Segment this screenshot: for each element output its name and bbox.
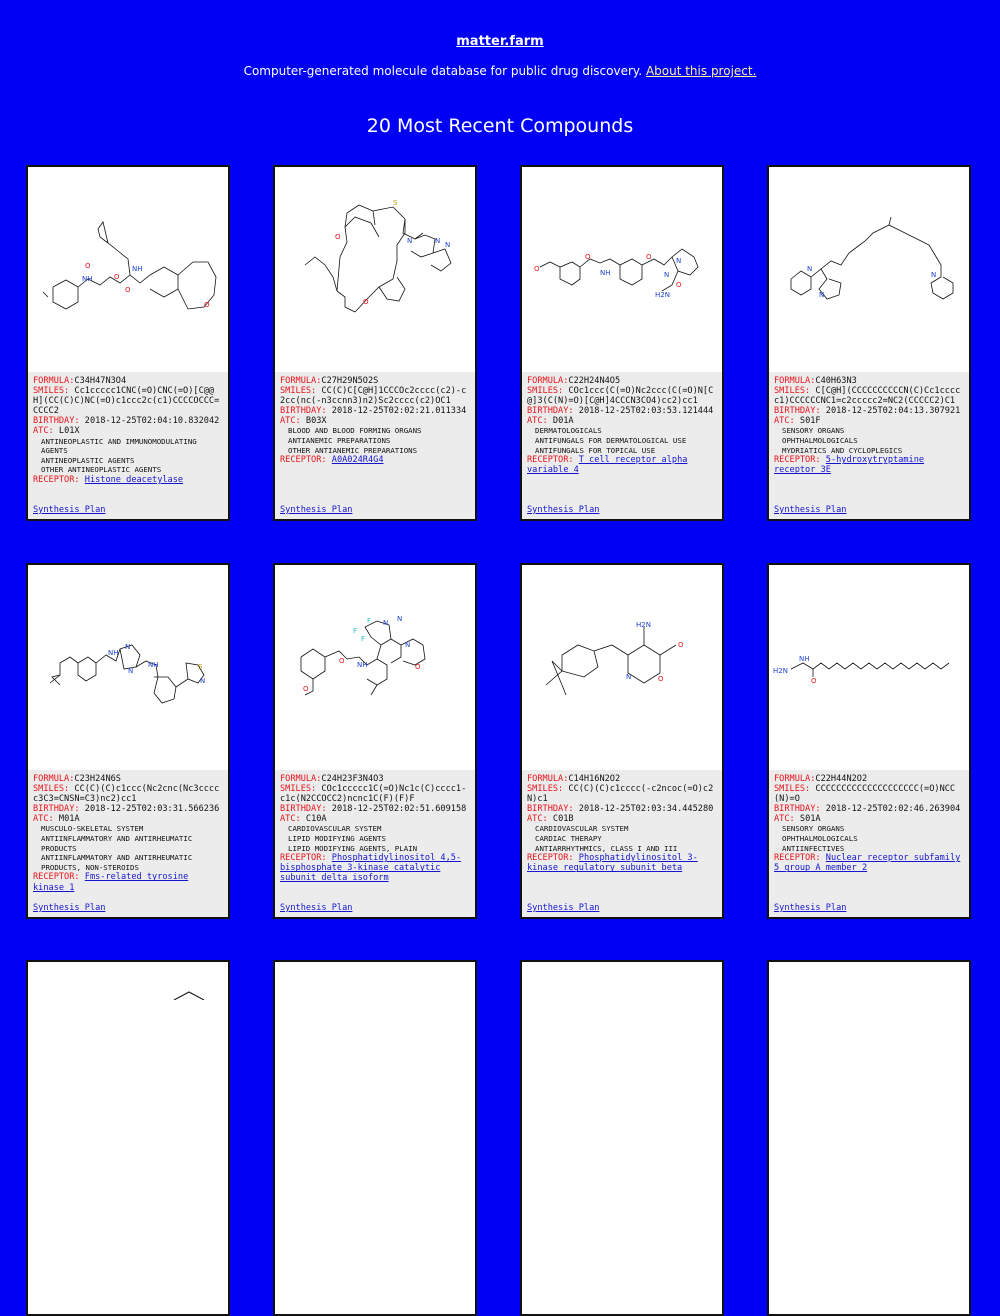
atom-label: N xyxy=(626,673,632,681)
atom-label: O xyxy=(646,253,652,261)
atc-list xyxy=(280,426,470,455)
atom-label: H2N xyxy=(655,291,670,299)
about-project-link[interactable]: About this project. xyxy=(645,64,757,78)
atc-label: ATC: xyxy=(280,814,301,825)
birthday-value: 2018-12-25T02:02:51.609158 xyxy=(331,804,467,815)
atom-label: O xyxy=(678,641,684,649)
molecule-structure xyxy=(769,167,969,372)
atom-label: O xyxy=(303,685,309,693)
atom-label: NH xyxy=(132,265,143,273)
atc-item: ANTIFUNGALS FOR DERMATOLOGICAL USE xyxy=(535,436,687,446)
formula-label: FORMULA: xyxy=(280,774,322,784)
atom-label: F xyxy=(367,617,372,625)
receptor-link[interactable]: Histone deacetylase xyxy=(84,474,184,485)
smiles-value: COc1ccccc1C(=O)Nc1c(C)cccc1-c1c(N2CCOCC2)ncnc1C(F)(F)F xyxy=(280,784,467,805)
atc-item: ANTIANEMIC PREPARATIONS xyxy=(288,436,391,446)
synthesis-plan-link[interactable]: Synthesis Plan xyxy=(280,505,353,515)
receptor-label: RECEPTOR: xyxy=(527,455,574,466)
receptor-link[interactable]: Phosphatidylinositol 3-kinase regulatory subunit beta xyxy=(527,853,698,874)
molecule-structure xyxy=(28,167,228,372)
compound-card xyxy=(520,563,724,919)
molecule-structure xyxy=(769,565,969,770)
atom-label: N xyxy=(397,615,403,623)
atom-label: O xyxy=(415,663,421,671)
receptor-label: RECEPTOR: xyxy=(774,455,821,466)
site-title xyxy=(0,34,1000,49)
atc-label: ATC: xyxy=(527,416,548,427)
smiles-value: CC(C)(C)c1ccc(Nc2cnc(Nc3ccccc3C3=CNSN=C3)nc2)cc1 xyxy=(33,784,220,805)
smiles-label: SMILES: xyxy=(527,784,564,795)
formula-value: C22H24N4O5 xyxy=(568,376,621,386)
atc-item: MYDRIATICS AND CYCLOPLEGICS xyxy=(782,445,903,455)
compound-info xyxy=(275,770,475,917)
birthday-label: BIRTHDAY: xyxy=(527,406,574,417)
atom-label: H2N xyxy=(636,621,651,629)
compound-card xyxy=(273,563,477,919)
atom-label: N xyxy=(383,619,389,627)
compound-card-partial xyxy=(273,960,477,1316)
compound-card xyxy=(273,165,477,521)
synthesis-plan-link[interactable]: Synthesis Plan xyxy=(774,903,847,913)
atom-label: N xyxy=(664,271,670,279)
site-title-link[interactable]: matter.farm xyxy=(456,34,544,49)
atc-list xyxy=(527,426,717,455)
atc-list xyxy=(33,437,223,475)
atom-label: O xyxy=(339,657,345,665)
smiles-value: CC(C)C[C@H]1CCCOc2cccc(c2)-c2cc(nc(-n3ccnn3)n2)Sc2cccc(c2)OC1 xyxy=(280,386,467,407)
atom-label: N xyxy=(931,271,937,279)
atc-code: C10A xyxy=(305,814,327,825)
smiles-label: SMILES: xyxy=(280,784,317,795)
formula-value: C24H23F3N4O3 xyxy=(321,774,384,784)
smiles-label: SMILES: xyxy=(280,386,317,397)
formula-value: C22H44N2O2 xyxy=(815,774,868,784)
birthday-label: BIRTHDAY: xyxy=(280,804,327,815)
birthday-label: BIRTHDAY: xyxy=(33,416,80,427)
compound-info xyxy=(275,372,475,519)
atom-label: O xyxy=(363,298,369,306)
tagline-text: Computer-generated molecule database for public drug discovery. xyxy=(243,64,643,78)
atc-item: DERMATOLOGICALS xyxy=(535,426,602,436)
birthday-value: 2018-12-25T02:04:13.307921 xyxy=(825,406,961,417)
atc-item: MUSCULO-SKELETAL SYSTEM xyxy=(41,824,144,834)
atom-label: S xyxy=(393,199,398,207)
atc-item: LIPID MODIFYING AGENTS xyxy=(288,834,386,844)
atom-label: N xyxy=(676,257,682,265)
compound-card-partial xyxy=(767,960,971,1316)
atom-label: N xyxy=(435,237,441,245)
atc-label: ATC: xyxy=(33,426,54,437)
atc-code: S01A xyxy=(799,814,821,825)
synthesis-plan-link[interactable]: Synthesis Plan xyxy=(33,505,106,515)
atom-label: N xyxy=(405,641,411,649)
atom-label: NH xyxy=(600,269,611,277)
receptor-link[interactable]: Fms-related tyrosine kinase 1 xyxy=(33,872,189,893)
atc-code: M01A xyxy=(58,814,80,825)
atom-label: N xyxy=(200,677,206,685)
atom-label: N xyxy=(445,241,451,249)
compound-info xyxy=(28,372,228,519)
atc-list xyxy=(774,426,964,455)
atc-item: SENSORY ORGANS xyxy=(782,426,845,436)
atc-item: SENSORY ORGANS xyxy=(782,824,845,834)
atc-list xyxy=(527,824,717,853)
molecule-structure xyxy=(522,565,722,770)
atom-label: N xyxy=(807,265,813,273)
atc-item: CARDIAC THERAPY xyxy=(535,834,602,844)
receptor-link[interactable]: A0A024R4G4 xyxy=(331,455,384,466)
atom-label: O xyxy=(85,262,91,270)
synthesis-plan-link[interactable]: Synthesis Plan xyxy=(527,903,600,913)
formula-label: FORMULA: xyxy=(280,376,322,386)
compound-card xyxy=(26,165,230,521)
atc-item: LIPID MODIFYING AGENTS, PLAIN xyxy=(288,843,418,853)
receptor-link[interactable]: T cell receptor alpha variable 4 xyxy=(527,455,688,476)
compound-card xyxy=(520,165,724,521)
receptor-label: RECEPTOR: xyxy=(774,853,821,864)
molecule-structure xyxy=(522,167,722,372)
formula-value: C23H24N6S xyxy=(74,774,121,784)
atom-label: NH xyxy=(799,655,810,663)
molecule-structure xyxy=(275,167,475,372)
atc-item: OTHER ANTINEOPLASTIC AGENTS xyxy=(41,465,162,475)
atom-label: O xyxy=(125,286,131,294)
birthday-label: BIRTHDAY: xyxy=(527,804,574,815)
receptor-label: RECEPTOR: xyxy=(527,853,574,864)
atom-label: N xyxy=(125,643,131,651)
formula-label: FORMULA: xyxy=(527,376,569,386)
atom-label: O xyxy=(811,677,817,685)
atc-label: ATC: xyxy=(280,416,301,427)
formula-label: FORMULA: xyxy=(774,376,816,386)
atom-label: O xyxy=(585,253,591,261)
atc-item: OPHTHALMOLOGICALS xyxy=(782,436,858,446)
compound-info xyxy=(769,372,969,519)
smiles-value: C[C@H](CCCCCCCCCCN(C)Cc1ccccc1)CCCCCCNC1=c2ccccc2=NC2(CCCCC2)C1 xyxy=(774,386,961,407)
formula-label: FORMULA: xyxy=(33,774,75,784)
smiles-label: SMILES: xyxy=(774,386,811,397)
molecule-structure xyxy=(28,565,228,770)
atc-label: ATC: xyxy=(774,814,795,825)
atc-item: ANTIFUNGALS FOR TOPICAL USE xyxy=(535,445,656,455)
birthday-value: 2018-12-25T02:02:21.011334 xyxy=(331,406,467,417)
atom-label: N xyxy=(819,291,825,299)
atom-label: O xyxy=(534,265,540,273)
atc-item: CARDIOVASCULAR SYSTEM xyxy=(288,824,382,834)
atc-label: ATC: xyxy=(33,814,54,825)
atom-label: NH xyxy=(108,649,119,657)
smiles-label: SMILES: xyxy=(33,784,70,795)
compound-info xyxy=(522,770,722,917)
atom-label: S xyxy=(198,663,203,671)
receptor-label: RECEPTOR: xyxy=(280,455,327,466)
compound-card-partial xyxy=(26,960,230,1316)
atom-label: NH xyxy=(357,661,368,669)
compound-card xyxy=(26,563,230,919)
synthesis-plan-link[interactable]: Synthesis Plan xyxy=(280,903,353,913)
atc-item: ANTIARRHYTHMICS, CLASS I AND III xyxy=(535,843,678,853)
atom-label: N xyxy=(407,237,413,245)
smiles-value: CCCCCCCCCCCCCCCCCCCC(=O)NCC(N)=O xyxy=(774,784,956,805)
atc-label: ATC: xyxy=(774,416,795,427)
formula-label: FORMULA: xyxy=(33,376,75,386)
smiles-value: COc1ccc(C(=O)Nc2ccc(C(=O)N[C@]3(C(N)=O)[C@H]4CCCN3CO4)cc2)cc1 xyxy=(527,386,714,407)
atom-label: NH xyxy=(82,275,93,283)
birthday-value: 2018-12-25T02:03:34.445280 xyxy=(578,804,714,815)
formula-label: FORMULA: xyxy=(774,774,816,784)
atc-item: BLOOD AND BLOOD FORMING ORGANS xyxy=(288,426,422,436)
receptor-link[interactable]: 5-hydroxytryptamine receptor 3E xyxy=(774,455,925,476)
birthday-label: BIRTHDAY: xyxy=(280,406,327,417)
birthday-value: 2018-12-25T02:03:53.121444 xyxy=(578,406,714,417)
smiles-label: SMILES: xyxy=(527,386,564,397)
atc-item: OPHTHALMOLOGICALS xyxy=(782,834,858,844)
molecule-structure-partial xyxy=(26,960,230,1000)
atom-label: NH xyxy=(148,661,159,669)
atom-label: O xyxy=(204,301,210,309)
compound-info xyxy=(522,372,722,519)
atom-label: F xyxy=(353,627,358,635)
page-heading: 20 Most Recent Compounds xyxy=(366,115,634,137)
receptor-label: RECEPTOR: xyxy=(33,474,80,485)
atc-item: ANTIINFLAMMATORY AND ANTIRHEUMATIC PRODUCTS xyxy=(41,834,193,853)
receptor-label: RECEPTOR: xyxy=(280,853,327,864)
receptor-label: RECEPTOR: xyxy=(33,872,80,883)
birthday-label: BIRTHDAY: xyxy=(774,804,821,815)
atc-list xyxy=(33,824,223,872)
smiles-label: SMILES: xyxy=(774,784,811,795)
atom-label: O xyxy=(676,281,682,289)
atom-label: O xyxy=(114,273,120,281)
molecule-structure xyxy=(275,565,475,770)
atc-code: L01X xyxy=(58,426,80,437)
atc-item: ANTINEOPLASTIC AND IMMUNOMODULATING AGENTS xyxy=(41,436,197,456)
birthday-label: BIRTHDAY: xyxy=(774,406,821,417)
atc-item: ANTIINFLAMMATORY AND ANTIRHEUMATIC PRODUCTS, NON-STEROIDS xyxy=(41,853,193,872)
compound-card-partial xyxy=(520,960,724,1316)
receptor-link[interactable]: Phosphatidylinositol 4,5-bisphosphate 3-kinase catalytic subunit delta isoform xyxy=(280,853,462,884)
birthday-value: 2018-12-25T02:04:10.832042 xyxy=(84,416,220,427)
birthday-value: 2018-12-25T02:02:46.263904 xyxy=(825,804,961,815)
compound-info xyxy=(28,770,228,917)
birthday-label: BIRTHDAY: xyxy=(33,804,80,815)
smiles-value: CC(C)(C)c1cccc(-c2ncoc(=O)c2N)c1 xyxy=(527,784,714,805)
formula-value: C14H16N2O2 xyxy=(568,774,621,784)
atom-label: H2N xyxy=(773,667,788,675)
atc-list xyxy=(280,824,470,853)
synthesis-plan-link[interactable]: Synthesis Plan xyxy=(774,505,847,515)
compound-info xyxy=(769,770,969,917)
formula-value: C40H63N3 xyxy=(815,376,857,386)
formula-value: C34H47N3O4 xyxy=(74,376,127,386)
birthday-value: 2018-12-25T02:03:31.566236 xyxy=(84,804,220,815)
atc-item: OTHER ANTIANEMIC PREPARATIONS xyxy=(288,445,418,455)
formula-value: C27H29N5O2S xyxy=(321,376,379,386)
compound-card xyxy=(767,165,971,521)
atc-item: CARDIOVASCULAR SYSTEM xyxy=(535,824,629,834)
atc-label: ATC: xyxy=(527,814,548,825)
atom-label: N xyxy=(128,667,134,675)
smiles-value: Cc1ccccc1CNC(=O)CNC(=O)[C@@H](CC(C)C)NC(=O)c1ccc2c(c1)CCCCOCCC=CCCC2 xyxy=(33,386,220,417)
atc-list xyxy=(774,824,964,853)
smiles-label: SMILES: xyxy=(33,386,70,397)
compound-card xyxy=(767,563,971,919)
atc-code: B03X xyxy=(305,416,327,427)
atom-label: O xyxy=(658,675,664,683)
synthesis-plan-link[interactable]: Synthesis Plan xyxy=(527,505,600,515)
atc-item: ANTINEOPLASTIC AGENTS xyxy=(41,455,135,465)
atc-code: C01B xyxy=(552,814,574,825)
atom-label: F xyxy=(361,635,366,643)
receptor-link[interactable]: Nuclear receptor subfamily 5 group A member 2 xyxy=(774,853,961,874)
atc-code: S01F xyxy=(799,416,821,427)
formula-label: FORMULA: xyxy=(527,774,569,784)
synthesis-plan-link[interactable]: Synthesis Plan xyxy=(33,903,106,913)
atc-code: D01A xyxy=(552,416,574,427)
tagline xyxy=(0,64,1000,78)
atc-item: ANTIINFECTIVES xyxy=(782,843,845,853)
atom-label: O xyxy=(335,233,341,241)
